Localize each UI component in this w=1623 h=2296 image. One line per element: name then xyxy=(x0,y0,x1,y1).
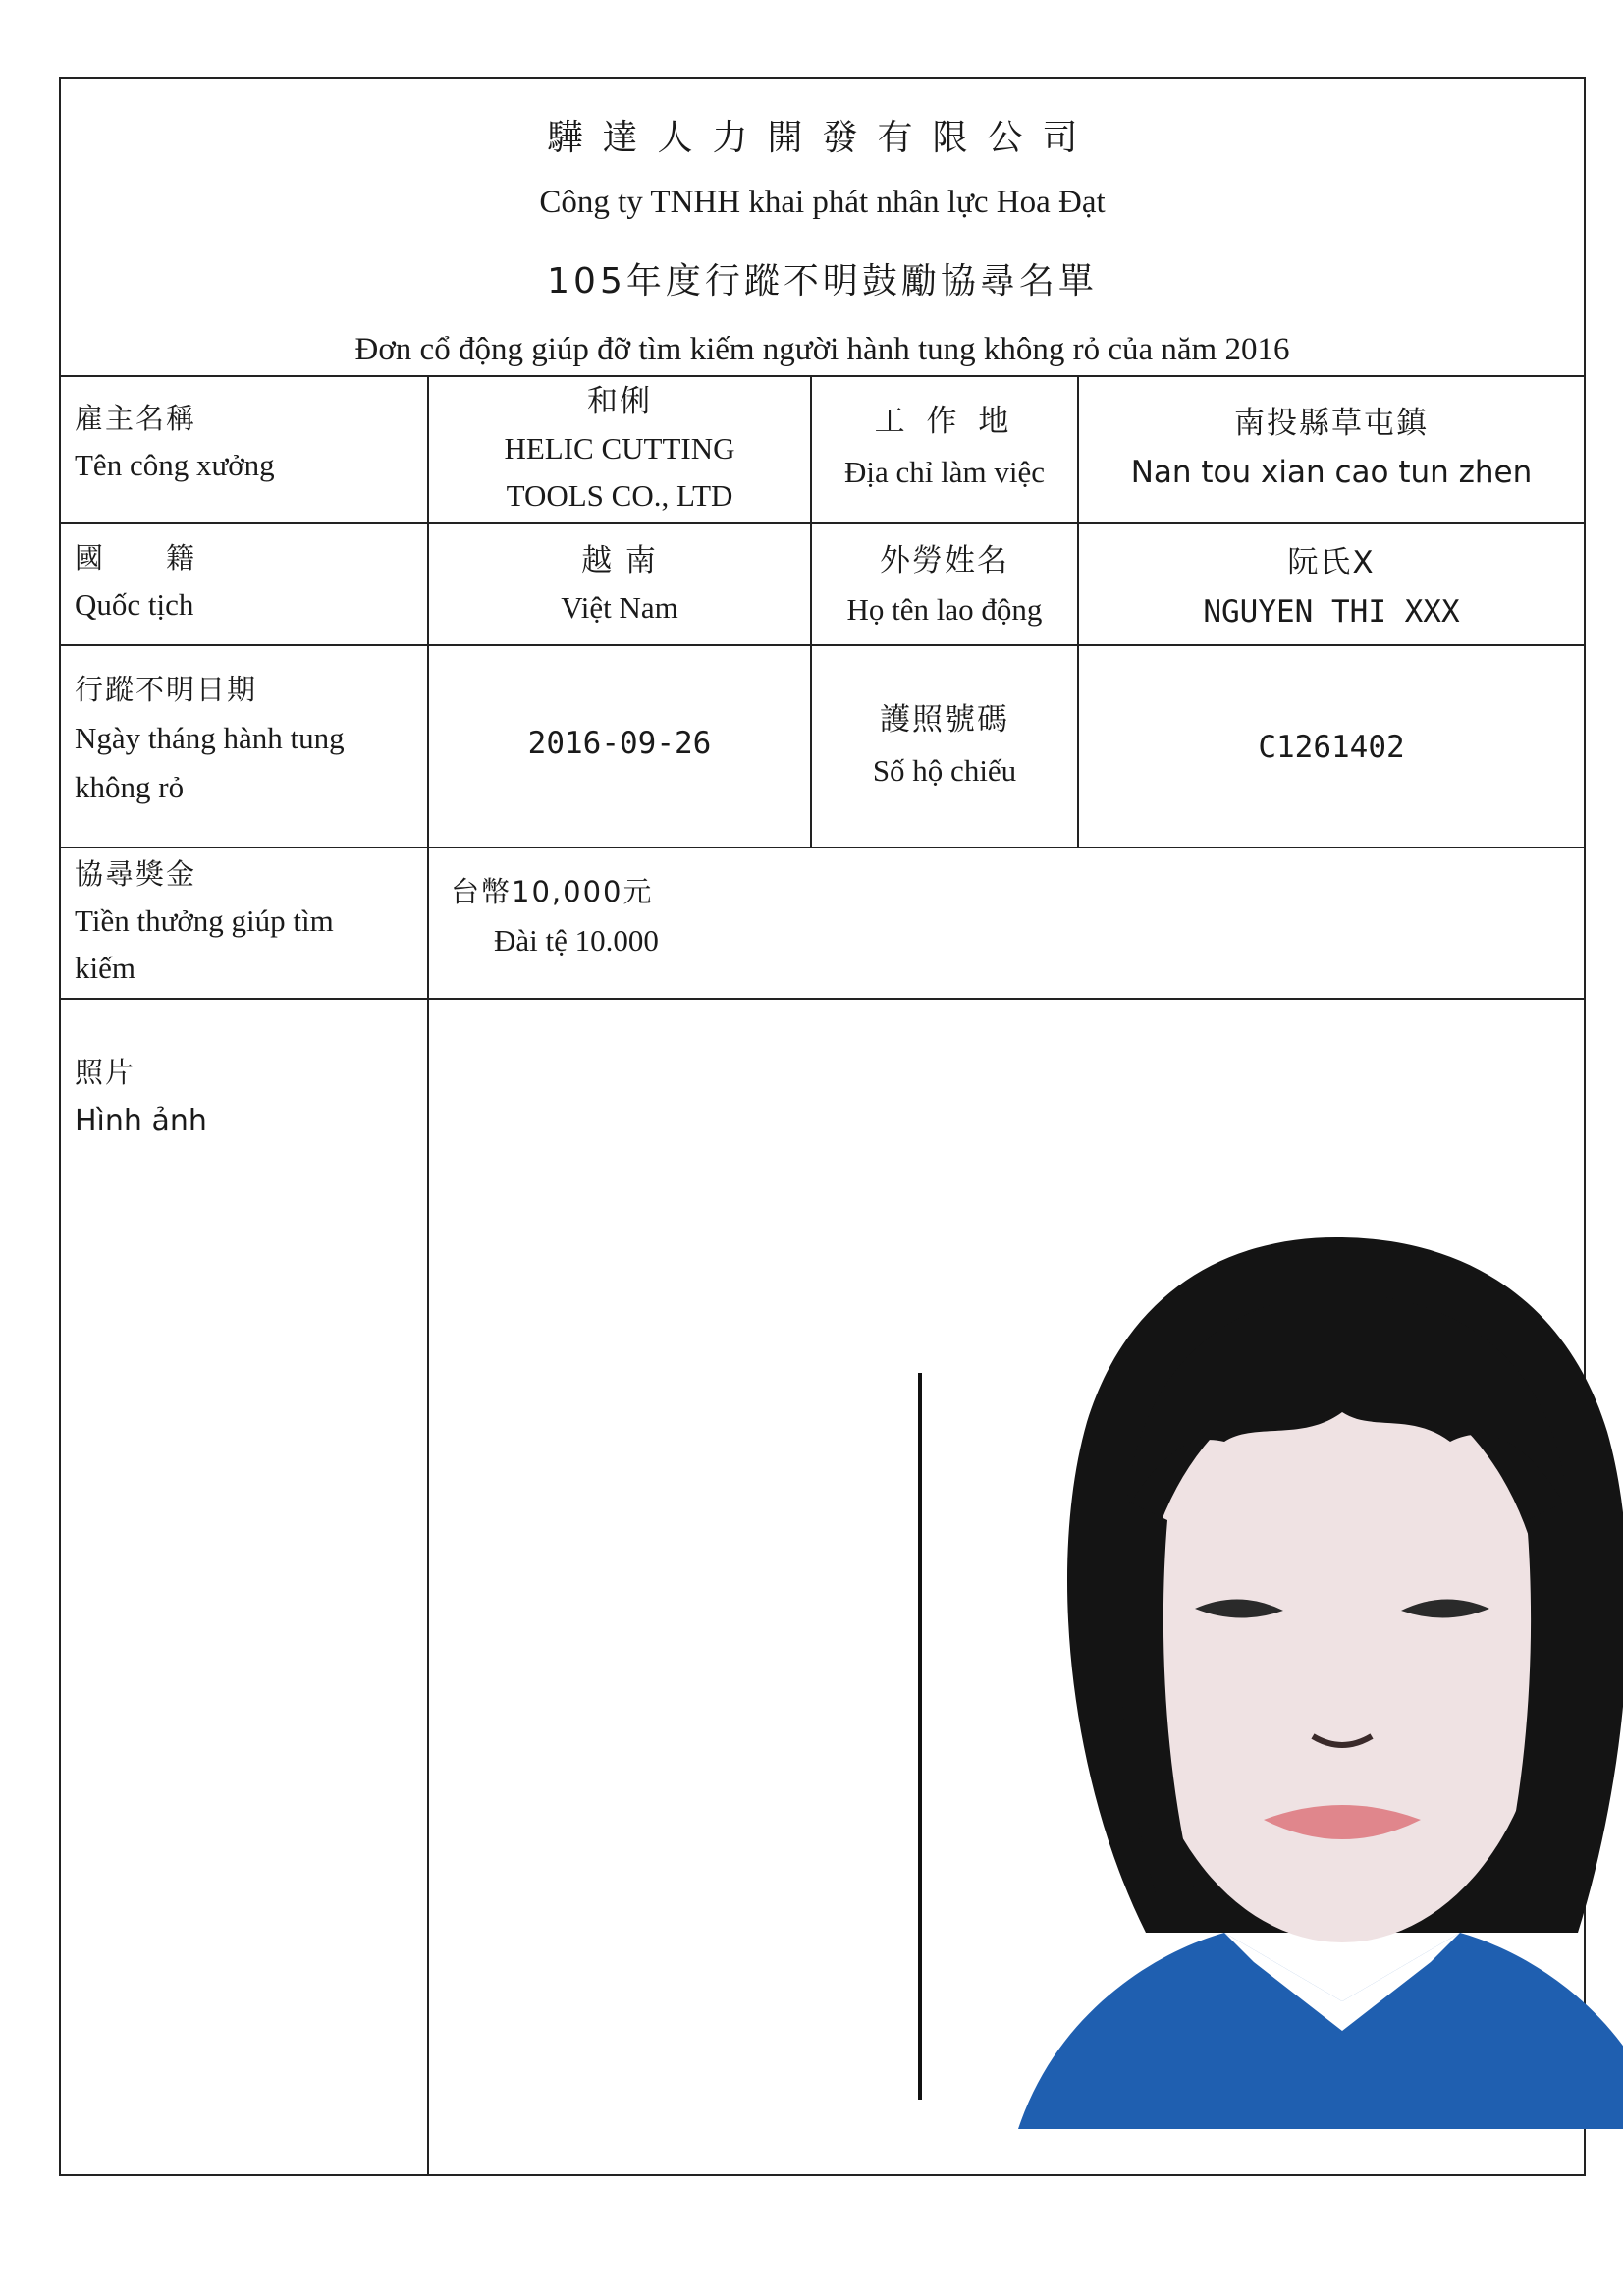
missing-date-label-cell xyxy=(61,646,429,847)
nationality-value-vn: Việt Nam xyxy=(561,590,678,625)
employer-label-cn: 雇主名稱 xyxy=(75,402,197,435)
workplace-value-pinyin: Nan tou xian cao tun zhen xyxy=(1130,455,1533,490)
shirt-shape xyxy=(1018,1933,1623,2129)
worker-name-label-vn: Họ tên lao động xyxy=(846,592,1043,627)
company-name-chinese: 驊達人力開發有限公司 xyxy=(547,118,1098,158)
passport-value-cell xyxy=(1079,646,1584,847)
reward-value-cn: 台幣10,000元 xyxy=(451,875,654,908)
nationality-label-cn: 國 籍 xyxy=(75,541,197,574)
employer-row xyxy=(61,375,1584,524)
employer-label-cell xyxy=(61,375,429,522)
worker-name-value-cn: 阮氏X xyxy=(1287,545,1376,580)
workplace-label-vn: Địa chỉ làm việc xyxy=(844,455,1045,489)
workplace-label-cell xyxy=(812,375,1079,522)
nationality-value-cell xyxy=(429,524,812,644)
missing-date-label-cn: 行蹤不明日期 xyxy=(75,673,258,706)
workplace-value-cell xyxy=(1079,375,1584,522)
worker-name-value-latin: NGUYEN THI XXX xyxy=(1203,594,1460,629)
form-header xyxy=(61,79,1584,377)
reward-value-cell xyxy=(429,848,1584,998)
photo-row xyxy=(61,1000,1584,2174)
photo-label-vn: Hình ảnh xyxy=(75,1104,207,1138)
employer-value-cell xyxy=(429,375,812,522)
passport-value: C1261402 xyxy=(1258,730,1405,765)
missing-date-value-cell xyxy=(429,646,812,847)
reward-row xyxy=(61,848,1584,1000)
portrait-photo xyxy=(900,1147,1623,2129)
employer-label-vn: Tên công xưởng xyxy=(75,448,275,482)
employer-value-en-2: TOOLS CO., LTD xyxy=(506,478,733,513)
worker-name-label-cell xyxy=(812,524,1079,644)
nationality-label-cell xyxy=(61,524,429,644)
form-title-vietnamese: Đơn cổ động giúp đỡ tìm kiếm người hành tung không rỏ của năm 2016 xyxy=(354,332,1290,367)
photo-cell xyxy=(429,1000,1584,2174)
missing-date-value: 2016-09-26 xyxy=(527,726,712,761)
photo-label-cell xyxy=(61,1000,429,2174)
face-shape xyxy=(1136,1373,1548,1942)
nationality-value-cn: 越 南 xyxy=(581,543,658,578)
passport-label-cn: 護照號碼 xyxy=(880,702,1009,738)
company-name-vietnamese: Công ty TNHH khai phát nhân lực Hoa Đạt xyxy=(539,185,1106,220)
passport-label-vn: Số hộ chiếu xyxy=(872,753,1017,788)
reward-label-cn: 協尋獎金 xyxy=(75,857,197,891)
passport-label-cell xyxy=(812,646,1079,847)
form-frame xyxy=(59,77,1586,2176)
nationality-label-vn: Quốc tịch xyxy=(75,587,194,622)
workplace-value-cn: 南投縣草屯鎮 xyxy=(1234,406,1429,441)
worker-name-value-cell xyxy=(1079,524,1584,644)
employer-value-cn: 和俐 xyxy=(587,384,652,419)
nationality-row xyxy=(61,524,1584,646)
worker-name-label-cn: 外勞姓名 xyxy=(880,543,1009,578)
workplace-label-cn: 工 作 地 xyxy=(874,404,1015,439)
reward-value-vn: Đài tệ 10.000 xyxy=(494,923,659,957)
reward-label-vn-1: Tiền thưởng giúp tìm xyxy=(75,903,334,938)
reward-label-vn-2: kiếm xyxy=(75,951,135,985)
missing-date-row xyxy=(61,646,1584,848)
reward-label-cell xyxy=(61,848,429,998)
form-title-chinese: 105年度行蹤不明鼓勵協尋名單 xyxy=(547,261,1098,301)
missing-date-label-vn-2: không rỏ xyxy=(75,770,185,804)
employer-value-en-1: HELIC CUTTING xyxy=(504,431,735,465)
photo-label-cn: 照片 xyxy=(75,1056,136,1089)
missing-date-label-vn-1: Ngày tháng hành tung xyxy=(75,721,345,755)
